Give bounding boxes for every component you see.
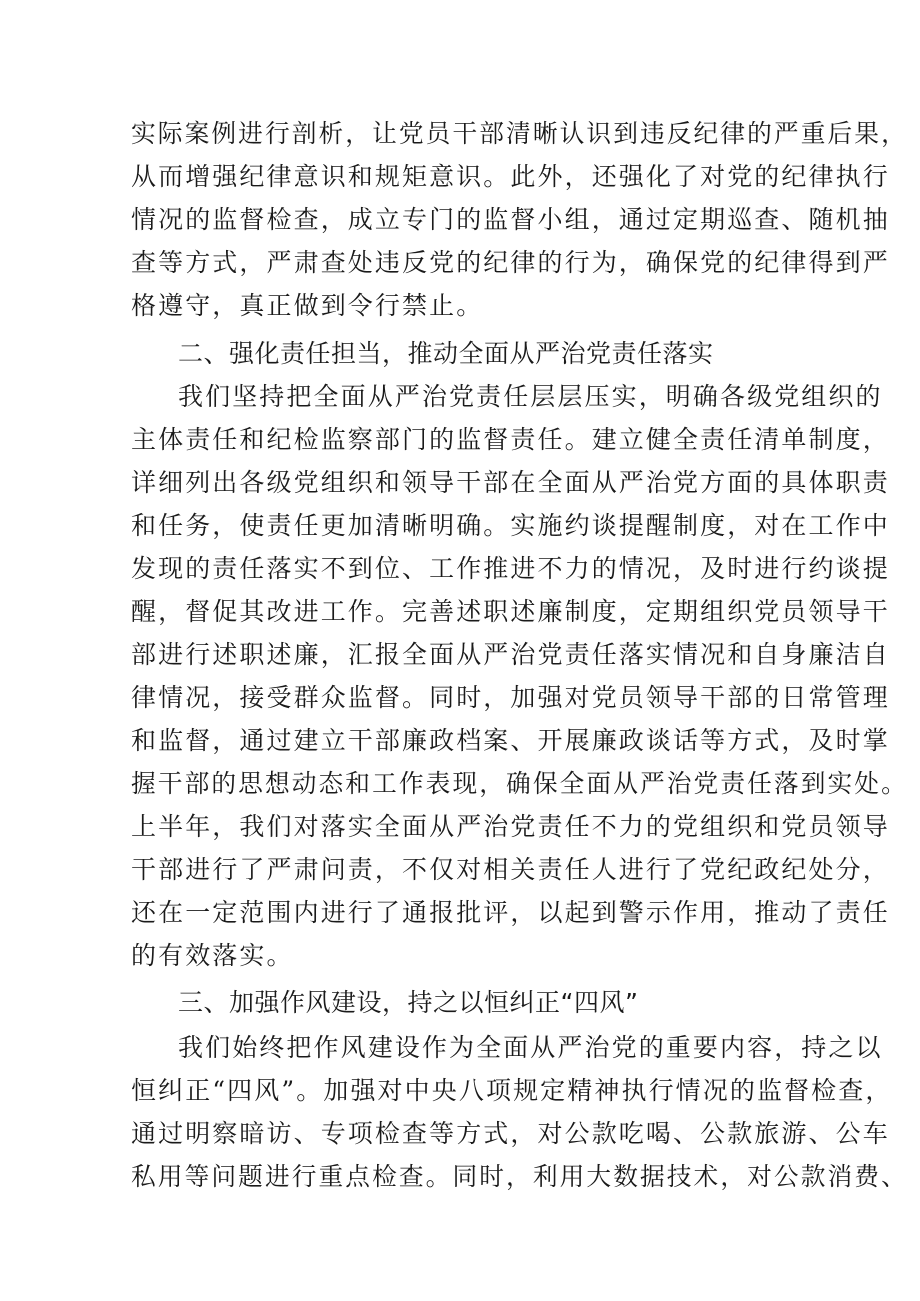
body-text-line: 主体责任和纪检监察部门的监督责任。建立健全责任清单制度， xyxy=(131,425,890,454)
body-text-line: 和监督，通过建立干部廉政档案、开展廉政谈话等方式，及时掌 xyxy=(131,726,890,755)
section-heading: 二、强化责任担当，推动全面从严治党责任落实 xyxy=(178,339,714,368)
body-text-line: 恒纠正“四风”。加强对中央八项规定精神执行情况的监督检查， xyxy=(131,1076,893,1105)
body-text-line: 详细列出各级党组织和领导干部在全面从严治党方面的具体职责 xyxy=(131,468,890,497)
body-text-line: 私用等问题进行重点检查。同时，利用大数据技术，对公款消费、 xyxy=(131,1162,908,1191)
body-text-line: 从而增强纪律意识和规矩意识。此外，还强化了对党的纪律执行 xyxy=(131,162,890,191)
body-text-line: 部进行述职述廉，汇报全面从严治党责任落实情况和自身廉洁自 xyxy=(131,640,890,669)
body-text-line: 握干部的思想动态和工作表现，确保全面从严治党责任落到实处。 xyxy=(131,769,908,798)
section-heading: 三、加强作风建设，持之以恒纠正“四风” xyxy=(178,988,639,1017)
body-text-line: 格遵守，真正做到令行禁止。 xyxy=(131,291,484,320)
body-text-line: 上半年，我们对落实全面从严治党责任不力的党组织和党员领导 xyxy=(131,812,890,841)
body-text-line: 情况的监督检查，成立专门的监督小组，通过定期巡查、随机抽 xyxy=(131,205,890,234)
body-text-line: 的有效落实。 xyxy=(131,941,294,970)
body-text-line: 实际案例进行剖析，让党员干部清晰认识到违反纪律的严重后果， xyxy=(131,119,908,148)
body-text-line: 律情况，接受群众监督。同时，加强对党员领导干部的日常管理 xyxy=(131,683,890,712)
body-text-line: 通过明察暗访、专项检查等方式，对公款吃喝、公款旅游、公车 xyxy=(131,1119,890,1148)
body-text-line: 醒，督促其改进工作。完善述职述廉制度，定期组织党员领导干 xyxy=(131,597,890,626)
body-text-line: 我们坚持把全面从严治党责任层层压实，明确各级党组织的 xyxy=(178,382,883,411)
body-text-line: 还在一定范围内进行了通报批评，以起到警示作用，推动了责任 xyxy=(131,898,890,927)
body-text-line: 我们始终把作风建设作为全面从严治党的重要内容，持之以 xyxy=(178,1033,883,1062)
body-text-line: 干部进行了严肃问责，不仅对相关责任人进行了党纪政纪处分， xyxy=(131,855,890,884)
body-text-line: 和任务，使责任更加清晰明确。实施约谈提醒制度，对在工作中 xyxy=(131,511,890,540)
body-text-line: 发现的责任落实不到位、工作推进不力的情况，及时进行约谈提 xyxy=(131,554,890,583)
body-text-line: 查等方式，严肃查处违反党的纪律的行为，确保党的纪律得到严 xyxy=(131,248,890,277)
